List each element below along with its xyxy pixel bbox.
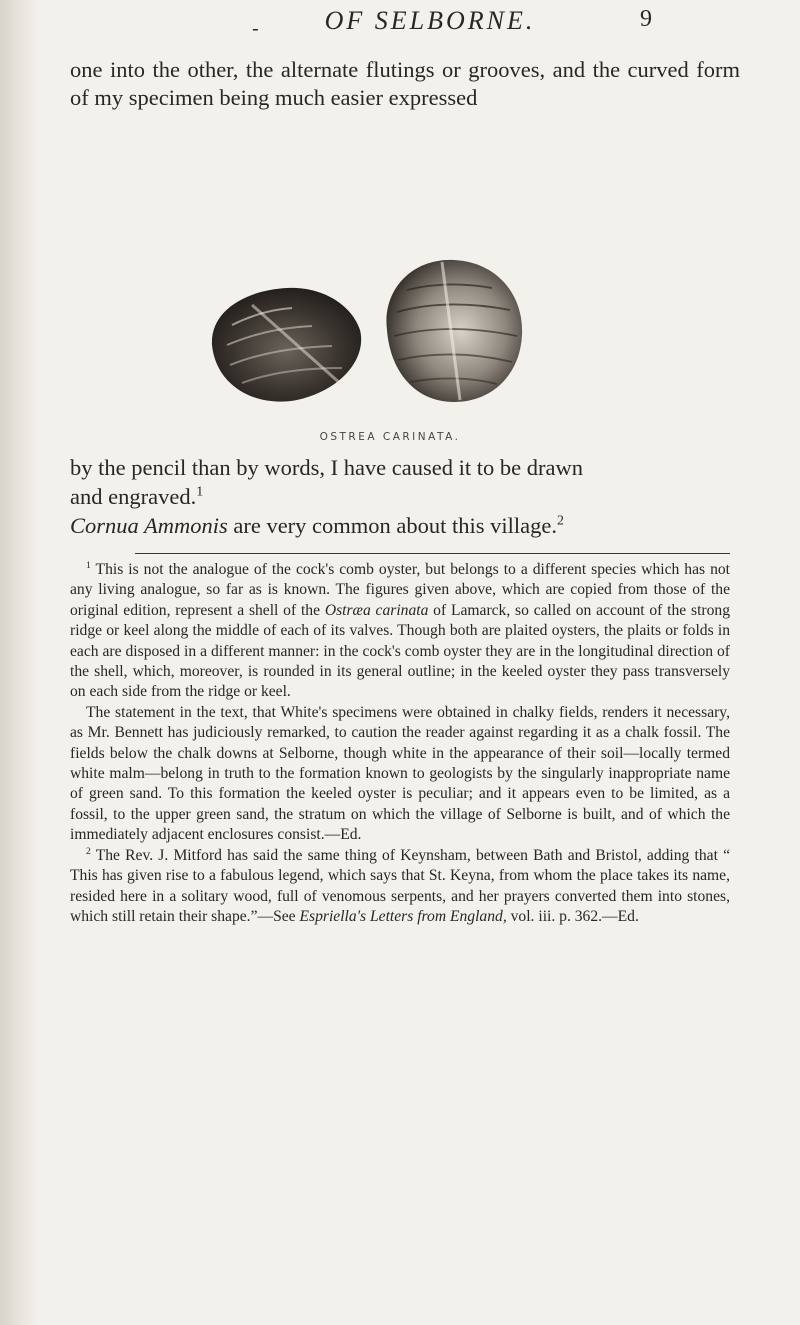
body-line-2 (70, 482, 740, 511)
running-head (0, 6, 800, 40)
footnote-ref-2: 2 (557, 513, 564, 529)
body-line-3 (70, 511, 740, 540)
footnotes (70, 560, 730, 927)
cornua-ammonis-term: Cornua Ammonis (70, 513, 228, 538)
footnote-1-text-b: of Lamarck, so called on account of the strong ridge or keel along the middle of each of its valves. Though both are plaited oysters, the plaits or folds in each are disposed in a different manner: in the cock's comb oyster they are in the longitudinal direction of the shell, which, moreover, is rounded in its general outline; in the keeled oyster they pass transversely on each side from the ridge or keel. (70, 601, 730, 701)
running-title: OF SELBORNE. (324, 6, 536, 35)
footnote-1-text-a: This is not the analogue of the cock's comb oyster, but belongs to a different species which has not any living analogue, so far as is known. The figures given above, which are copied from those of the original edition, represent a shell of the (70, 561, 730, 619)
ostraea-carinata-term: Ostræa carinata (324, 601, 429, 619)
oyster-engraving (192, 250, 572, 410)
espriella-letters-title: Espriella's Letters from England, (299, 907, 507, 925)
footnote-2-text-b: vol. iii. p. 362.—Ed. (506, 907, 639, 925)
footnote-2-mark: 2 (86, 845, 91, 857)
footnote-1-para-1 (70, 560, 730, 703)
body-line-3-text: are very common about this village. (227, 513, 558, 538)
footnote-2 (70, 846, 730, 928)
footnote-rule (135, 553, 730, 554)
page-number: 9 (640, 6, 652, 32)
running-head-dash: - (252, 16, 259, 40)
left-shell-valve (212, 288, 361, 402)
footnote-ref-1: 1 (196, 484, 204, 500)
body-paragraph (70, 453, 740, 540)
body-line-2-text: and engraved. (70, 484, 197, 509)
body-line-1: by the pencil than by words, I have caused it to be drawn (70, 455, 583, 480)
footnote-1-mark: 1 (86, 559, 91, 571)
page-edge-shadow (0, 0, 38, 1325)
continued-paragraph: one into the other, the alternate flutings or grooves, and the curved form of my specimen being much easier expressed (70, 57, 740, 110)
figure-caption: OSTREA CARINATA. (319, 431, 461, 443)
right-shell-valve (386, 260, 522, 402)
footnote-1-para-2: The statement in the text, that White's specimens were obtained in chalky fields, renders it necessary, as Mr. Bennett has judiciously remarked, to caution the reader against regarding it as a chalk fossil. The fields below the chalk downs at Selborne, though white in the appearance of their soil—locally termed white malm—belong in truth to the formation known to geologists by the singularly inappropriate name of green sand. To this formation the keeled oyster is peculiar; and it appears even to be limited, as a fossil, to the upper green sand, the stratum on which the village of Selborne is built, and of which the immediately adjacent enclosures consist.—Ed. (70, 703, 730, 844)
footnote-2-text-a: The Rev. J. Mitford has said the same thing of Keynsham, between Bath and Bristol, adding that “ This has given rise to a fabulous legend, which says that St. Keyna, from whom the place takes its name, resided here in a solitary wood, full of venomous serpents, and her prayers converted them into stones, which still retain their shape.”—See (70, 846, 730, 925)
